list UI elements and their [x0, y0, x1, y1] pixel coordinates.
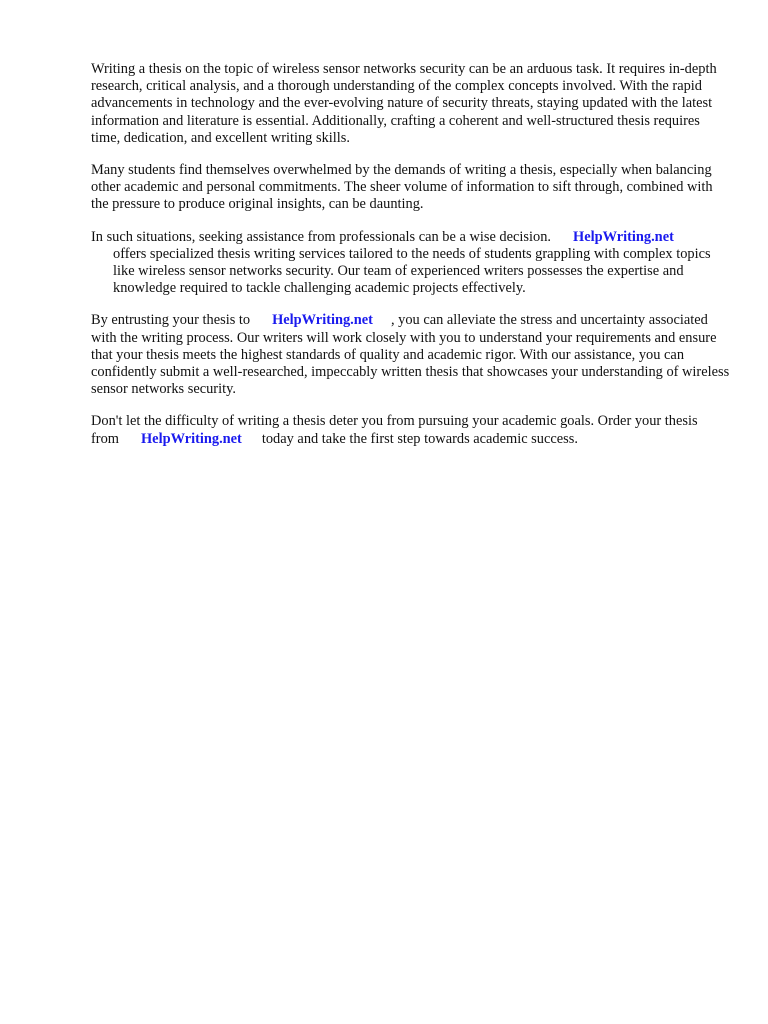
document-body: [91, 61, 731, 463]
paragraph-assistance: [91, 229, 731, 298]
paragraph-entrusting: [91, 312, 731, 398]
helpwriting-link-3[interactable]: HelpWriting.net: [140, 430, 242, 447]
paragraph-challenges-text: Many students find themselves overwhelmed by the demands of writing a thesis, especially when balancing other academic and personal commitments. The sheer volume of information to sift through, combined with the pressure to produce original insights, can be daunting.: [91, 162, 713, 213]
paragraph-intro: [91, 61, 731, 147]
helpwriting-link-2[interactable]: HelpWriting.net: [272, 312, 373, 329]
paragraph-entrusting-text-before: By entrusting your thesis to: [91, 312, 251, 329]
paragraph-assistance-text-after: offers specialized thesis writing services tailored to the needs of students grappling with complex topics like wireless sensor networks security. Our team of experienced writers possesses the expertise and knowledge required to tackle challenging academic projects effectively.: [113, 245, 711, 297]
paragraph-closing: [91, 413, 731, 447]
paragraph-closing-text-before: Don't let the difficulty of writing a thesis deter you from pursuing your academic goals. Order your thesis from: [91, 413, 698, 447]
helpwriting-link-1[interactable]: HelpWriting.net: [573, 228, 674, 245]
paragraph-challenges: [91, 162, 731, 214]
paragraph-assistance-text-before: In such situations, seeking assistance from professionals can be a wise decision.: [91, 228, 551, 245]
paragraph-entrusting-text-after: , you can alleviate the stress and uncertainty associated with the writing process. Our writers will work closely with you to understand your requirements and ensure that your thesis meets the highest standards of quality and academic rigor. With our assistance, you can confidently submit a well-researched, impeccably written thesis that showcases your understanding of wireless sensor networks security.: [91, 312, 730, 398]
paragraph-closing-text-after: today and take the first step towards academic success.: [261, 430, 578, 447]
paragraph-intro-text: Writing a thesis on the topic of wireless sensor networks security can be an arduous task. It requires in-depth research, critical analysis, and a thorough understanding of the complex concepts involved. With the rapid advancements in technology and the ever-evolving nature of security threats, staying updated with the latest information and literature is essential. Additionally, crafting a coherent and well-structured thesis requires time, dedication, and excellent writing skills.: [91, 61, 717, 146]
